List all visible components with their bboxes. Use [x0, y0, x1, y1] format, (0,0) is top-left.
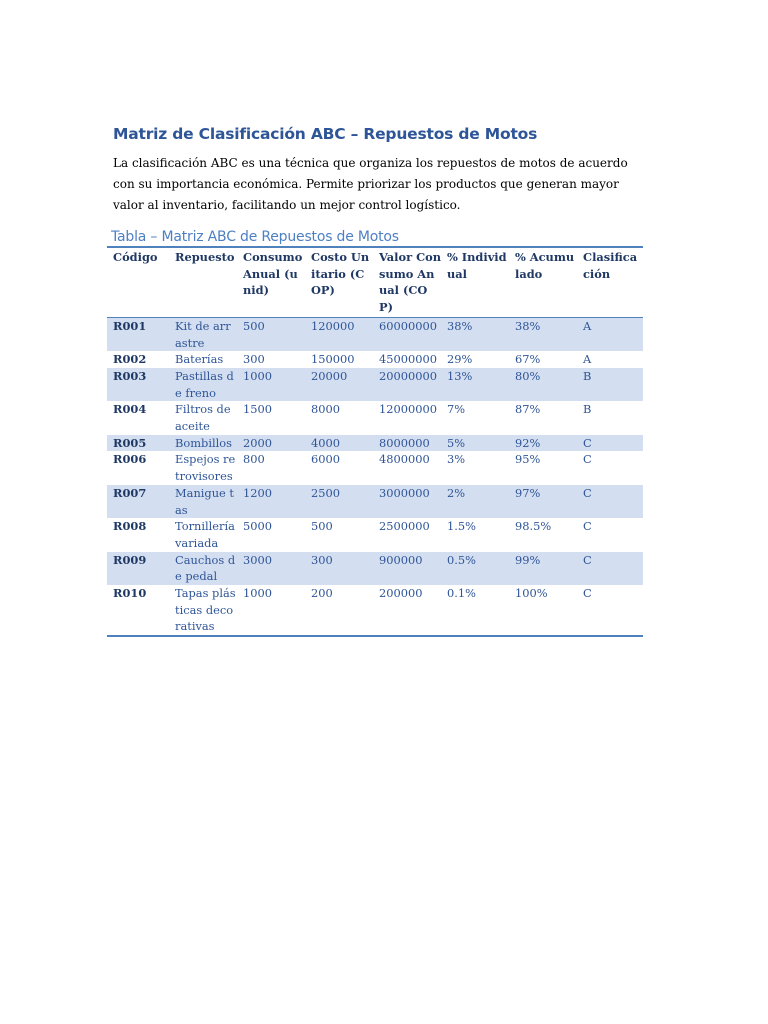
cell-porcentaje-individual: 1.5%	[447, 519, 476, 534]
cell-repuesto: Pastillas de freno	[169, 368, 237, 401]
header-codigo: Código	[107, 247, 169, 317]
cell-clasificacion: C	[583, 519, 592, 534]
cell-porcentaje-acumulado: 95%	[515, 452, 541, 467]
cell-repuesto: Kit de arrastre	[169, 317, 237, 351]
cell-codigo: R006	[113, 452, 147, 467]
cell-consumo-anual: 1000	[243, 586, 272, 601]
cell-valor-consumo-anual: 60000000	[373, 317, 441, 351]
cell-porcentaje-individual: 7%	[447, 402, 466, 417]
cell-porcentaje-acumulado: 38%	[509, 317, 577, 351]
header-repuesto: Repuesto	[169, 247, 237, 317]
cell-clasificacion: B	[577, 368, 643, 401]
cell-clasificacion: C	[577, 485, 643, 518]
cell-costo-unitario: 2500	[305, 485, 373, 518]
cell-codigo: R008	[113, 519, 147, 534]
cell-valor-consumo-anual: 4800000	[379, 452, 430, 467]
header-valor-consumo-anual: Valor Consumo Anual (COP)	[373, 247, 441, 317]
cell-codigo: R004	[113, 402, 147, 417]
cell-porcentaje-acumulado: 99%	[509, 552, 577, 585]
cell-codigo: R005	[107, 435, 169, 452]
table-row	[107, 317, 643, 351]
table-row	[107, 401, 643, 434]
cell-porcentaje-individual: 38%	[441, 317, 509, 351]
table-row	[107, 351, 643, 368]
cell-repuesto: Cauchos de pedal	[169, 552, 237, 585]
cell-consumo-anual: 500	[237, 317, 305, 351]
table-row	[107, 451, 643, 484]
cell-clasificacion: A	[577, 317, 643, 351]
cell-valor-consumo-anual: 45000000	[379, 352, 437, 367]
cell-costo-unitario: 20000	[305, 368, 373, 401]
cell-porcentaje-individual: 2%	[441, 485, 509, 518]
cell-codigo: R009	[107, 552, 169, 585]
cell-clasificacion: C	[577, 552, 643, 585]
table-row	[107, 435, 643, 452]
header-porcentaje-individual: % Individual	[441, 247, 509, 317]
cell-consumo-anual: 1200	[237, 485, 305, 518]
document-title: Matriz de Clasificación ABC – Repuestos de Motos	[113, 125, 538, 143]
cell-porcentaje-acumulado: 92%	[509, 435, 577, 452]
cell-porcentaje-acumulado: 67%	[515, 352, 541, 367]
cell-consumo-anual: 5000	[243, 519, 272, 534]
cell-valor-consumo-anual: 12000000	[379, 402, 437, 417]
cell-consumo-anual: 300	[243, 352, 265, 367]
cell-codigo: R010	[113, 586, 147, 601]
cell-codigo: R003	[107, 368, 169, 401]
table-row	[107, 485, 643, 518]
cell-porcentaje-individual: 5%	[441, 435, 509, 452]
cell-consumo-anual: 800	[243, 452, 265, 467]
cell-costo-unitario: 120000	[305, 317, 373, 351]
abc-matrix-table	[107, 246, 643, 637]
header-consumo-anual: Consumo Anual (unid)	[237, 247, 305, 317]
table-row	[107, 585, 643, 636]
table-row	[107, 368, 643, 401]
cell-porcentaje-acumulado: 98.5%	[515, 519, 552, 534]
cell-costo-unitario: 500	[311, 519, 333, 534]
cell-costo-unitario: 8000	[311, 402, 340, 417]
table-row	[107, 552, 643, 585]
cell-porcentaje-individual: 0.5%	[441, 552, 509, 585]
document-page	[113, 124, 649, 637]
cell-consumo-anual: 1000	[237, 368, 305, 401]
cell-porcentaje-individual: 3%	[447, 452, 466, 467]
cell-repuesto: Tapas plásticas decorativas	[175, 586, 236, 634]
cell-porcentaje-acumulado: 100%	[515, 586, 548, 601]
cell-clasificacion: C	[583, 586, 592, 601]
cell-costo-unitario: 200	[311, 586, 333, 601]
cell-valor-consumo-anual: 8000000	[373, 435, 441, 452]
cell-codigo: R002	[113, 352, 147, 367]
cell-porcentaje-individual: 13%	[441, 368, 509, 401]
cell-codigo: R001	[107, 317, 169, 351]
cell-costo-unitario: 6000	[311, 452, 340, 467]
cell-repuesto: Bombillos	[169, 435, 237, 452]
header-clasificacion: Clasificación	[577, 247, 643, 317]
table-row	[107, 518, 643, 551]
cell-valor-consumo-anual: 900000	[373, 552, 441, 585]
cell-valor-consumo-anual: 20000000	[373, 368, 441, 401]
table-header-row	[107, 247, 643, 317]
table-body	[107, 317, 643, 636]
cell-codigo: R007	[107, 485, 169, 518]
cell-consumo-anual: 1500	[243, 402, 272, 417]
intro-paragraph: La clasificación ABC es una técnica que organiza los repuestos de motos de acuerdo con su importancia económica. Permite priorizar los productos que generan mayor valor al inventario, facilitando un mejor control logístico.	[113, 156, 628, 212]
cell-porcentaje-acumulado: 87%	[515, 402, 541, 417]
cell-repuesto: Tornillería variada	[175, 519, 235, 550]
cell-repuesto: Espejos retrovisores	[175, 452, 236, 484]
cell-consumo-anual: 3000	[237, 552, 305, 585]
cell-valor-consumo-anual: 2500000	[379, 519, 430, 534]
cell-repuesto: Manigue tas	[169, 485, 237, 518]
cell-clasificacion: A	[583, 352, 592, 367]
table-caption: Tabla – Matriz ABC de Repuestos de Motos	[111, 229, 399, 245]
cell-consumo-anual: 2000	[237, 435, 305, 452]
cell-clasificacion: C	[583, 452, 592, 467]
cell-costo-unitario: 150000	[311, 352, 355, 367]
header-porcentaje-acumulado: % Acumulado	[509, 247, 577, 317]
cell-repuesto: Filtros de aceite	[175, 402, 231, 434]
cell-valor-consumo-anual: 200000	[379, 586, 423, 601]
cell-valor-consumo-anual: 3000000	[373, 485, 441, 518]
cell-costo-unitario: 300	[305, 552, 373, 585]
header-costo-unitario: Costo Unitario (COP)	[305, 247, 373, 317]
cell-costo-unitario: 4000	[305, 435, 373, 452]
cell-porcentaje-individual: 0.1%	[447, 586, 476, 601]
cell-clasificacion: C	[577, 435, 643, 452]
cell-porcentaje-acumulado: 80%	[509, 368, 577, 401]
cell-clasificacion: B	[583, 402, 592, 417]
cell-porcentaje-acumulado: 97%	[509, 485, 577, 518]
cell-repuesto: Baterías	[175, 352, 224, 367]
cell-porcentaje-individual: 29%	[447, 352, 473, 367]
